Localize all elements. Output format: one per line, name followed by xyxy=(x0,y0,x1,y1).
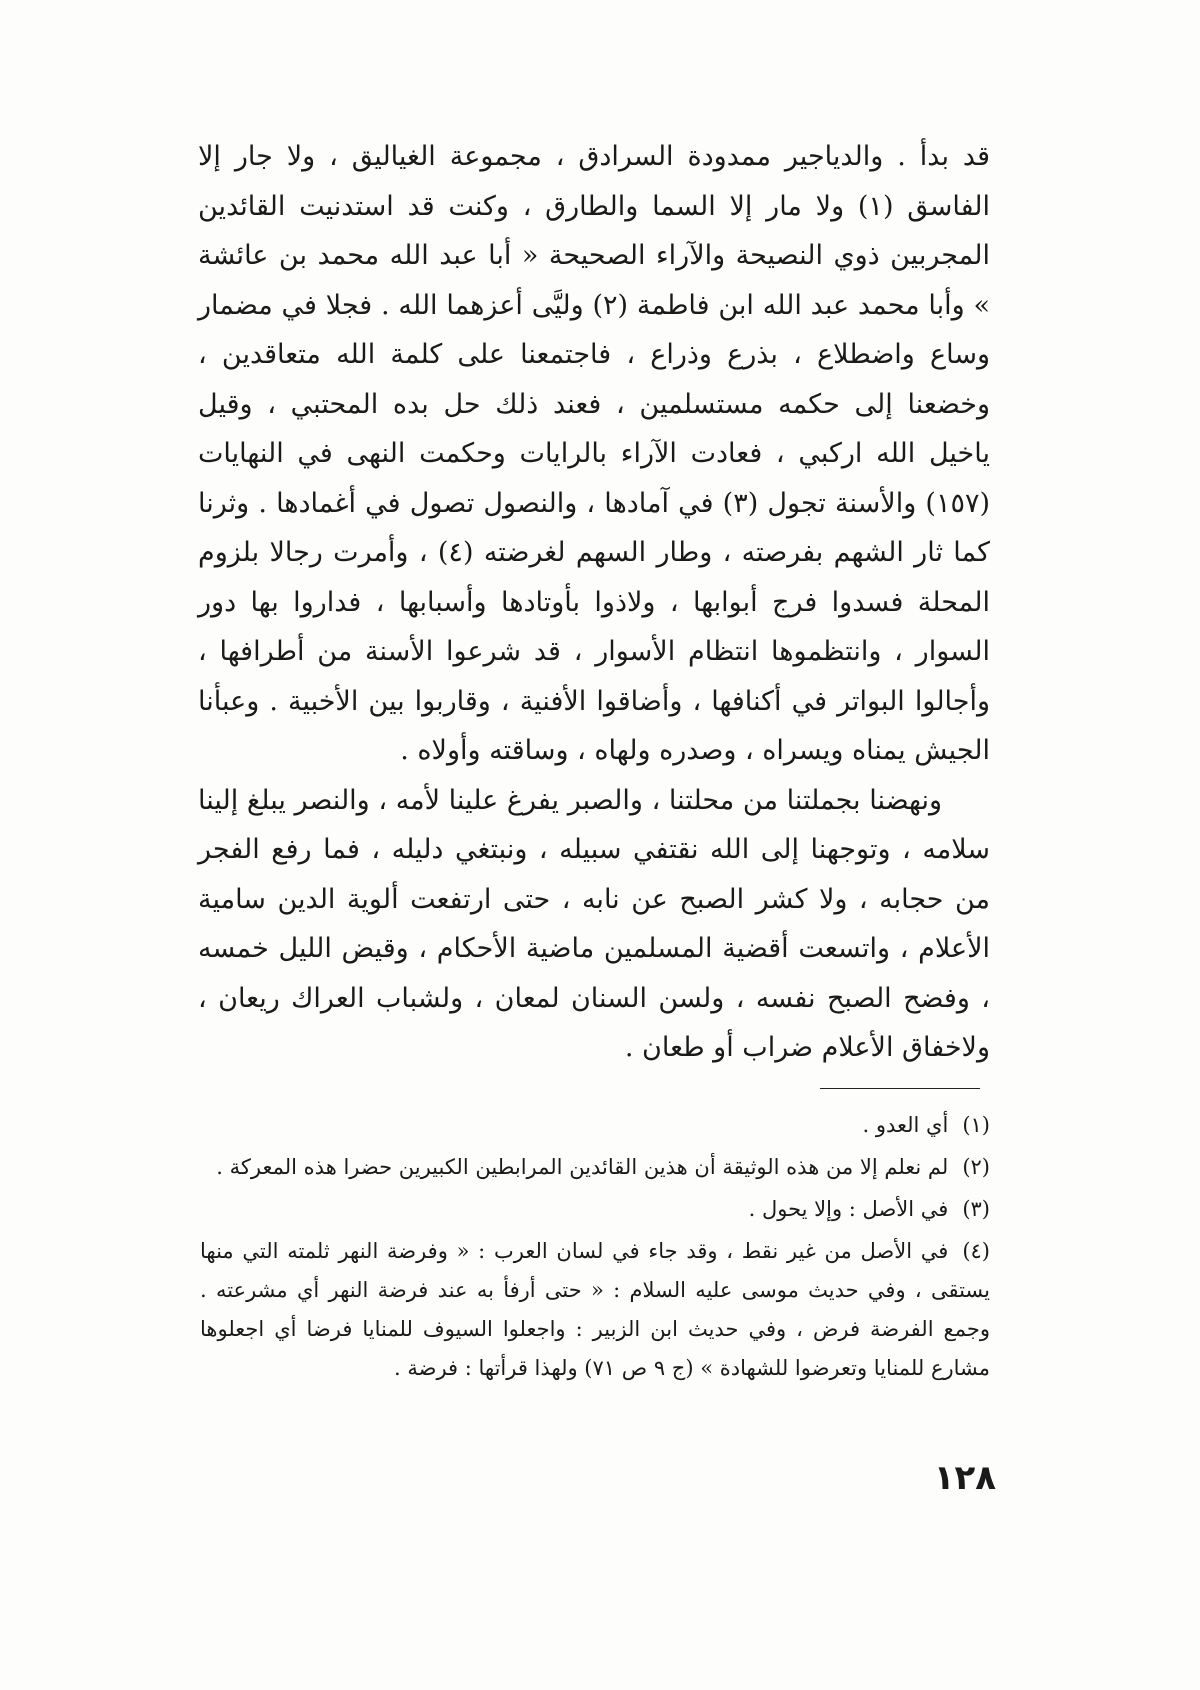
footnote-number: (٤) xyxy=(962,1239,990,1263)
footnote-number: (٣) xyxy=(962,1197,990,1221)
footnote-text: في الأصل من غير نقط ، وقد جاء في لسان العرب : « وفرضة النهر ثلمته التي منها يستقى ، وفي حديث موسى عليه السلام : « حتى أرفأ به عند فرضة النهر أي مشرعته . وجمع الفرضة فرض ، وفي حديث ابن الزبير : واجعلوا السيوف للمنايا فرضا أي اجعلوها مشارع للمنايا وتعرضوا للشهادة » (ج ٩ ص ٧١) ولهذا قرأتها : فرضة . xyxy=(200,1239,990,1380)
page-number: ١٢٨ xyxy=(933,1458,996,1498)
footnote-text: لم نعلم إلا من هذه الوثيقة أن هذين القائدين المرابطين الكبيرين حضرا هذه المعركة . xyxy=(216,1155,949,1179)
main-text xyxy=(198,132,990,1073)
paragraph: قد بدأ . والدياجير ممدودة السرادق ، مجموعة الغياليق ، ولا جار إلا الفاسق (١) ولا مار إلا السما والطارق ، وكنت قد استدنيت القائدين المجربين ذوي النصيحة والآراء الصحيحة « أبا عبد الله محمد بن عائشة » وأبا محمد عبد الله ابن فاطمة (٢) وليَّى أعزهما الله . فجلا في مضمار وساع واضطلاع ، بذرع وذراع ، فاجتمعنا على كلمة الله متعاقدين ، وخضعنا إلى حكمه مستسلمين ، فعند ذلك حل بده المحتبي ، وقيل ياخيل الله اركبي ، فعادت الآراء بالرايات وحكمت النهى في النهايات (١٥٧) والأسنة تجول (٣) في آمادها ، والنصول تصول في أغمادها . وثرنا كما ثار الشهم بفرصته ، وطار السهم لغرضته (٤) ، وأمرت رجالا بلزوم المحلة فسدوا فرج أبوابها ، ولاذوا بأوتادها وأسبابها ، فداروا بها دور السوار ، وانتظموها انتظام الأسوار ، قد شرعوا الأسنة من أطرافها ، وأجالوا البواتر في أكنافها ، وأضاقوا الأفنية ، وقاربوا بين الأخبية . وعبأنا الجيش يمناه ويسراه ، وصدره ولهاه ، وساقته وأولاه . xyxy=(198,141,990,766)
footnote-number: (٢) xyxy=(962,1155,990,1179)
footnote xyxy=(200,1190,990,1229)
footnotes xyxy=(200,1106,990,1391)
footnote-text: في الأصل : وإلا يحول . xyxy=(748,1197,949,1221)
footnote xyxy=(200,1106,990,1145)
footnote xyxy=(200,1148,990,1187)
footnote-number: (١) xyxy=(962,1113,990,1137)
paragraph: ونهضنا بجملتنا من محلتنا ، والصبر يفرغ علينا لأمه ، والنصر يبلغ إلينا سلامه ، وتوجهنا إلى الله نقتفي سبيله ، ونبتغي دليله ، فما رفع الفجر من حجابه ، ولا كشر الصبح عن نابه ، حتى ارتفعت ألوية الدين سامية الأعلام ، واتسعت أقضية المسلمين ماضية الأحكام ، وقيض الليل خمسه ، وفضح الصبح نفسه ، ولسن السنان لمعان ، ولشباب العراك ريعان ، ولاخفاق الأعلام ضراب أو طعان . xyxy=(198,784,990,1063)
footnote-text: أي العدو . xyxy=(862,1113,949,1137)
footnote-separator xyxy=(820,1088,980,1089)
footnote xyxy=(200,1232,990,1388)
